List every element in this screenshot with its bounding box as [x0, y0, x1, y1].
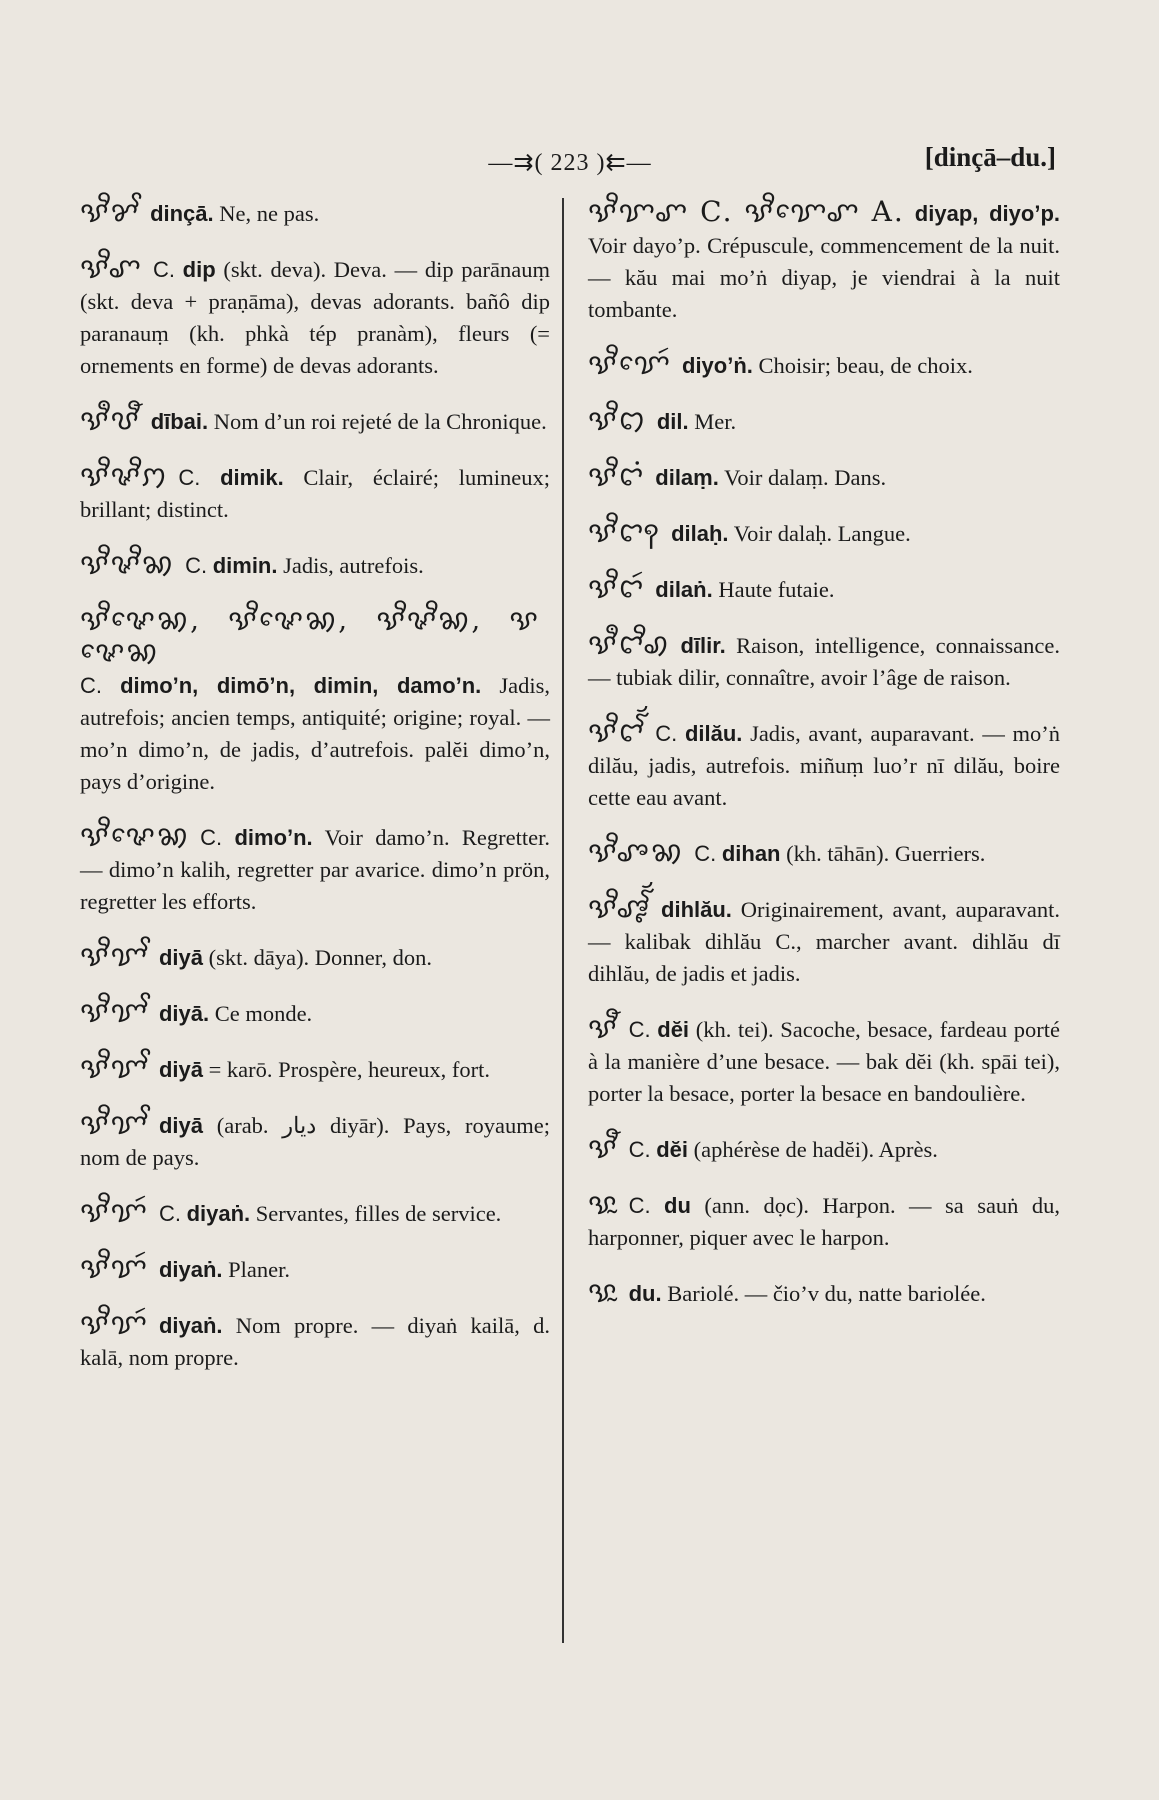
cham-script-glyphs: ꨕꨬ: [588, 1011, 619, 1044]
definition: Mer.: [694, 409, 737, 434]
dictionary-entry: [80, 1108, 550, 1174]
cham-script-glyphs: ꨕꨪꨢꩃ: [80, 1251, 149, 1284]
cham-script-glyphs: ꨕꨪꨢꩃ: [80, 1307, 149, 1340]
definition: Clair, éclairé; lumineux; brillant; distinct.: [80, 465, 550, 522]
headword: dĕi: [657, 1017, 690, 1042]
dictionary-entry: [588, 196, 1060, 326]
source-marker: C.: [694, 841, 717, 866]
dictionary-entry: [80, 548, 550, 582]
source-marker: C.: [200, 825, 223, 850]
dictionary-entry: [588, 1276, 1060, 1310]
dictionary-entry: [80, 1308, 550, 1374]
headword: diyā: [158, 1113, 203, 1138]
source-marker: C.: [152, 257, 175, 282]
definition: Ce monde.: [214, 1001, 313, 1026]
headword: diyaṅ.: [158, 1257, 223, 1282]
cham-script-glyphs: ꨕꨪꨌꨩ: [80, 195, 141, 228]
definition: Planer.: [228, 1257, 291, 1282]
dictionary-entry: [588, 836, 1060, 870]
dictionary-entry: [588, 716, 1060, 814]
cham-script-glyphs: ꨕꨭ: [588, 1275, 619, 1308]
dictionary-entry: [80, 996, 550, 1030]
cham-script-glyphs: ꨕꨪꨨꨵꨮꨱ: [588, 891, 652, 924]
headword: du: [664, 1193, 691, 1218]
headword: diyaṅ.: [158, 1313, 223, 1338]
definition: Nom d’un roi rejeté de la Chronique.: [213, 409, 547, 434]
dictionary-entry: [80, 820, 550, 918]
headword: dībai.: [150, 409, 209, 434]
cham-script-glyphs: ꨕꨪꨢꩃ: [80, 1195, 149, 1228]
dictionary-entry: [80, 460, 550, 526]
definition: Voir dayo’p. Crépuscule, commencement de la nuit. — kău mai mo’ṅ diyap, je viendrai à la nuit tombante.: [588, 233, 1060, 322]
cham-script-glyphs: ꨕꨫꨝꨬ: [80, 403, 141, 436]
headword: dilaṃ.: [655, 465, 719, 490]
dictionary-entry: [588, 348, 1060, 382]
dictionary-entry: [588, 404, 1060, 438]
headword: dimik.: [220, 465, 284, 490]
dictionary-entry: [588, 572, 1060, 606]
column-divider: [562, 198, 564, 1643]
headword: du.: [628, 1281, 662, 1306]
dictionary-entry: [80, 196, 550, 230]
definition: Raison, intelligence, connaissance. — tubiak dilir, connaître, avoir l’âge de raison.: [588, 633, 1060, 690]
headword: dimin.: [212, 553, 278, 578]
definition: Jadis, autrefois; ancien temps, antiquité; origine; royal. — mo’n dimo’n, de jadis, d’autrefois. palĕi dimo’n, pays d’origine.: [80, 673, 550, 794]
headword: dimo’n.: [234, 825, 313, 850]
source-marker: C.: [628, 1137, 651, 1162]
definition: Voir dalaḥ. Langue.: [733, 521, 911, 546]
dictionary-entry: [80, 252, 550, 382]
cham-script-glyphs: ꨕꨪꨢꨩ: [80, 1107, 149, 1140]
definition: Voir dalaṃ. Dans.: [724, 465, 887, 490]
headword: diyap, diyo’p.: [914, 201, 1060, 226]
cham-script-glyphs: ꨕꨪꨚ: [80, 251, 143, 284]
headword: dilău.: [684, 721, 743, 746]
cham-script-glyphs: ꨕꨫꨤꨪꩉ: [588, 627, 671, 660]
dictionary-entry: [80, 604, 550, 798]
headword: dihlău.: [661, 897, 732, 922]
dictionary-entry: [80, 1052, 550, 1086]
source-marker: C.: [655, 721, 678, 746]
definition: (kh. tei). Sacoche, besace, fardeau porté à la manière d’une besace. — bak dĕi (kh. spāi tei), porter la besace, porter la besace en bandoulière.: [588, 1017, 1061, 1106]
cham-script-glyphs: ꨕꨪꨤꨮꨱ: [588, 715, 646, 748]
definition: Nom propre. — diyaṅ kailā, d. kalā, nom propre.: [80, 1313, 551, 1370]
cham-script-glyphs: ꨕꨪꨤꩌ: [588, 459, 646, 492]
cham-script-glyphs: ꨕꨪꨢꨯꩃ: [588, 347, 672, 380]
cham-script-glyphs: ꨕꨪꨢꨩ: [80, 1051, 149, 1084]
dictionary-entry: [588, 516, 1060, 550]
headword: dimo’n, dimō’n, dimin, damo’n.: [120, 673, 482, 698]
dictionary-entry: [588, 892, 1060, 990]
definition: (aphérèse de hadĕi). Après.: [693, 1137, 938, 1162]
definition: (ann. dọc). Harpon. — sa sauṅ du, harponner, piquer avec le harpon.: [588, 1193, 1061, 1250]
definition: Originairement, avant, auparavant. — kalibak dihlău C., marcher avant. dihlău dī dihlău, de jadis et jadis.: [588, 897, 1060, 986]
source-marker: C.: [628, 1017, 651, 1042]
headword: dihan: [721, 841, 781, 866]
dictionary-entry: [588, 1012, 1060, 1110]
headword: dilaḥ.: [671, 521, 729, 546]
page-header: [0, 142, 1159, 182]
dictionary-entry: [80, 940, 550, 974]
definition: = karō. Prospère, heureux, fort.: [208, 1057, 490, 1082]
headword: dinçā.: [150, 201, 214, 226]
source-marker: C.: [185, 553, 208, 578]
dictionary-entry: [588, 460, 1060, 494]
headword: dilaṅ.: [655, 577, 713, 602]
definition: (skt. deva). Deva. — dip parānauṃ (skt. deva + praṇāma), devas adorants. bañô dip paranauṃ (kh. phkà tép pranàm), fleurs (= ornements en forme) de devas adorants.: [80, 257, 550, 378]
headword: dil.: [656, 409, 689, 434]
source-marker: C.: [178, 465, 201, 490]
definition: Servantes, filles de service.: [255, 1201, 502, 1226]
definition: (skt. dāya). Donner, don.: [208, 945, 433, 970]
source-marker: C.: [158, 1201, 181, 1226]
definition: Voir damo’n. Regretter. — dimo’n kalih, regretter par avarice. dimo’n prön, regretter les efforts.: [80, 825, 550, 914]
definition: Choisir; beau, de choix.: [758, 353, 973, 378]
headword: dip: [182, 257, 216, 282]
headword: diyā.: [158, 1001, 210, 1026]
source-marker: C.: [628, 1193, 651, 1218]
cham-script-glyphs: ꨕꨪꨟꨪꩆ: [80, 547, 176, 580]
dictionary-entry: [588, 1132, 1060, 1166]
headword: dĕi: [656, 1137, 689, 1162]
dictionary-entry: [80, 1252, 550, 1286]
dictionary-entry: [588, 628, 1060, 694]
cham-script-glyphs: ꨕꨪꨤꩃ: [588, 571, 646, 604]
dictionary-entry: [588, 1188, 1060, 1254]
cham-script-glyphs: ꨕꨪꨟꨯꩆ, ꨕꨪꨟꨯꩆ, ꨕꨪꨟꨪꩆ, ꨕꨟꨯꩆ: [80, 603, 540, 668]
definition: Jadis, autrefois.: [283, 553, 424, 578]
cham-script-glyphs: ꨕꨪꨢꨩ: [80, 939, 149, 972]
cham-script-glyphs: ꨕꨪꨨꩆ: [588, 835, 685, 868]
cham-script-glyphs: ꨕꨪꨟꨪꩀ: [80, 459, 169, 492]
left-column: [80, 196, 550, 1396]
headword: dīlir.: [680, 633, 726, 658]
definition: Haute futaie.: [718, 577, 835, 602]
definition: Jadis, avant, auparavant. — mo’ṅ dilău, jadis, autrefois. miñuṃ luo’r nī dilău, boire cette eau avant.: [588, 721, 1061, 810]
definition: (arab. ديار diyār). Pays, royaume; nom de pays.: [80, 1113, 550, 1170]
cham-script-glyphs: ꨕꨬ: [588, 1131, 619, 1164]
dictionary-entry: [80, 1196, 550, 1230]
headword: diyā: [158, 1057, 203, 1082]
right-column: [588, 196, 1060, 1332]
page-number: —⇉( 223 )⇇—: [488, 150, 652, 176]
cham-script-glyphs: ꨕꨪꨢꨚ C. ꨕꨪꨢꨯꨚ A.: [588, 195, 905, 228]
cham-script-glyphs: ꨕꨪꩊ: [588, 403, 647, 436]
cham-script-glyphs: ꨕꨪꨤꩍ: [588, 515, 662, 548]
dictionary-entry: [80, 404, 550, 438]
cham-script-glyphs: ꨕꨪꨟꨯꩆ: [80, 819, 191, 852]
headword: diyaṅ.: [186, 1201, 251, 1226]
cham-script-glyphs: ꨕꨪꨢꨩ: [80, 995, 149, 1028]
headword: diyo’ṅ.: [682, 353, 753, 378]
definition: Bariolé. — čio’v du, natte bariolée.: [667, 1281, 986, 1306]
definition: Ne, ne pas.: [219, 201, 320, 226]
cham-script-glyphs: ꨕꨭ: [588, 1187, 619, 1220]
headword: diyā: [158, 945, 203, 970]
definition: (kh. tāhān). Guerriers.: [786, 841, 986, 866]
source-marker: C.: [80, 673, 102, 698]
running-head: [dinçā–du.]: [924, 142, 1056, 172]
